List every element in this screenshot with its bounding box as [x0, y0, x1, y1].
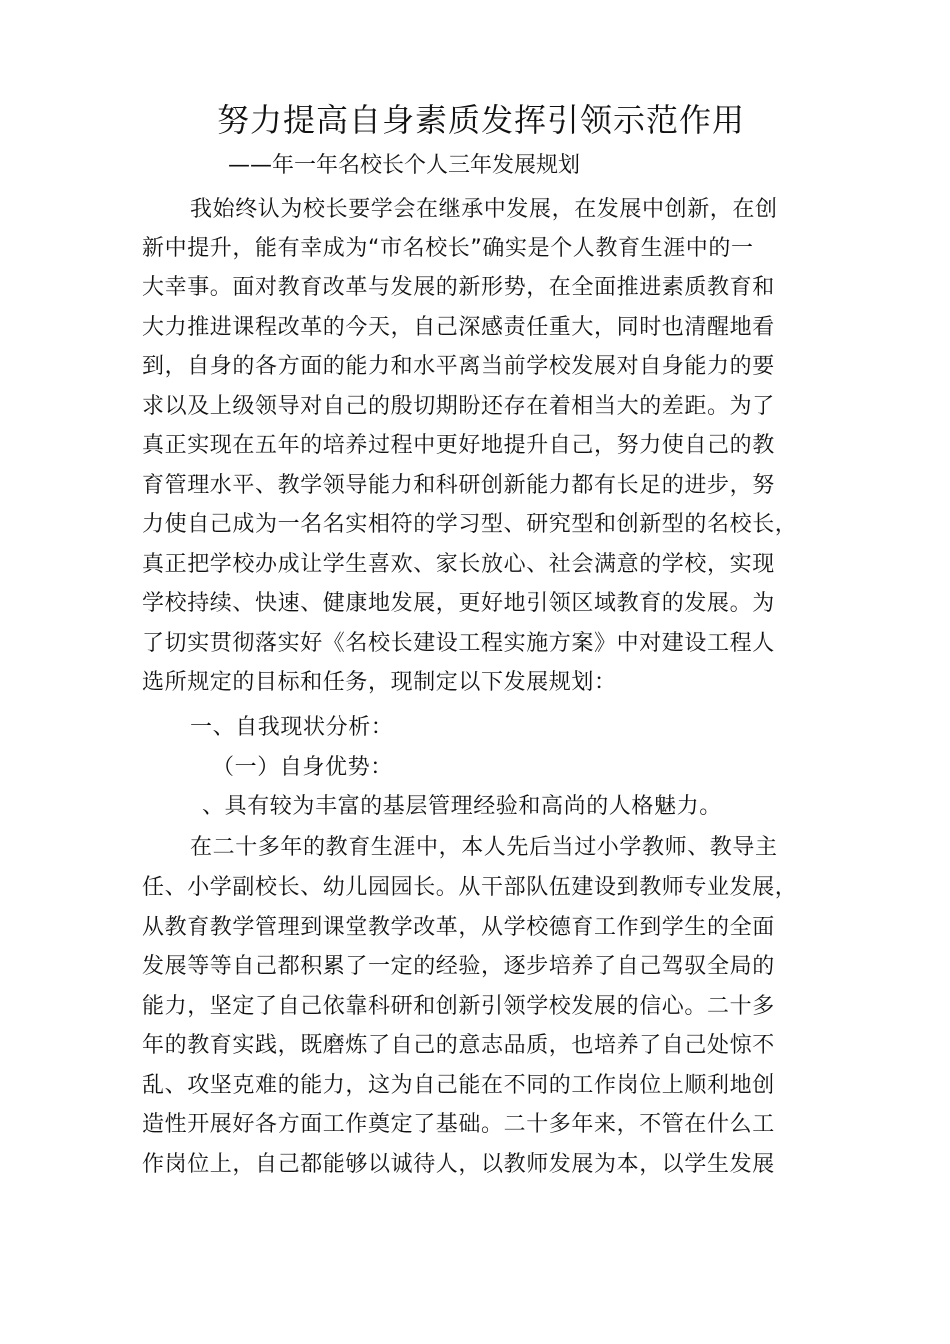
paragraph-line: 新中提升，能有幸成为“市名校长”确实是个人教育生涯中的一 [142, 236, 754, 261]
paragraph-line: 到，自身的各方面的能力和水平离当前学校发展对自身能力的要 [142, 354, 775, 379]
paragraph-line: 从教育教学管理到课堂教学改革，从学校德育工作到学生的全面 [142, 915, 775, 940]
paragraph-line: 大力推进课程改革的今天，自己深感责任重大，同时也清醒地看 [142, 315, 775, 340]
paragraph-line: 育管理水平、教学领导能力和科研创新能力都有长足的进步，努 [142, 473, 775, 498]
paragraph-line: 作岗位上，自己都能够以诚待人，以教师发展为本，以学生发展 [142, 1152, 775, 1177]
paragraph-line: 求以及上级领导对自己的殷切期盼还存在着相当大的差距。为了 [142, 394, 775, 419]
paragraph-line: 大幸事。面对教育改革与发展的新形势，在全面推进素质教育和 [142, 275, 775, 300]
paragraph-line: 发展等等自己都积累了一定的经验，逐步培养了自己驾驭全局的 [142, 954, 775, 979]
document-subtitle: ——年一年名校长个人三年发展规划 [228, 153, 581, 178]
paragraph-line: 学校持续、快速、健康地发展，更好地引领区域教育的发展。为 [142, 591, 775, 616]
paragraph-line: 能力，坚定了自己依靠科研和创新引领学校发展的信心。二十多 [142, 994, 775, 1019]
paragraph-line: 真正实现在五年的培养过程中更好地提升自己，努力使自己的教 [142, 433, 775, 458]
paragraph-line: 了切实贯彻落实好《名校长建设工程实施方案》中对建设工程人 [142, 631, 775, 656]
paragraph-line: 我始终认为校长要学会在继承中发展，在发展中创新，在创 [190, 197, 778, 222]
document-title: 努力提高自身素质发挥引领示范作用 [216, 101, 745, 139]
paragraph-line: 真正把学校办成让学生喜欢、家长放心、社会满意的学校，实现 [142, 552, 775, 577]
subsection-heading: （一）自身优势： [212, 755, 393, 780]
paragraph-line: 造性开展好各方面工作奠定了基础。二十多年来，不管在什么工 [142, 1112, 775, 1137]
point-heading: 、具有较为丰富的基层管理经验和高尚的人格魅力。 [202, 794, 722, 819]
paragraph-line: 任、小学副校长、幼儿园园长。从干部队伍建设到教师专业发展， [142, 875, 798, 900]
section-heading: 一、自我现状分析： [190, 715, 394, 740]
paragraph-line: 乱、攻坚克难的能力，这为自己能在不同的工作岗位上顺利地创 [142, 1073, 775, 1098]
paragraph-line: 选所规定的目标和任务，现制定以下发展规划： [142, 670, 617, 695]
paragraph-line: 在二十多年的教育生涯中，本人先后当过小学教师、教导主 [190, 835, 778, 860]
paragraph-line: 力使自己成为一名名实相符的学习型、研究型和创新型的名校长， [142, 512, 798, 537]
paragraph-line: 年的教育实践，既磨炼了自己的意志品质，也培养了自己处惊不 [142, 1033, 775, 1058]
